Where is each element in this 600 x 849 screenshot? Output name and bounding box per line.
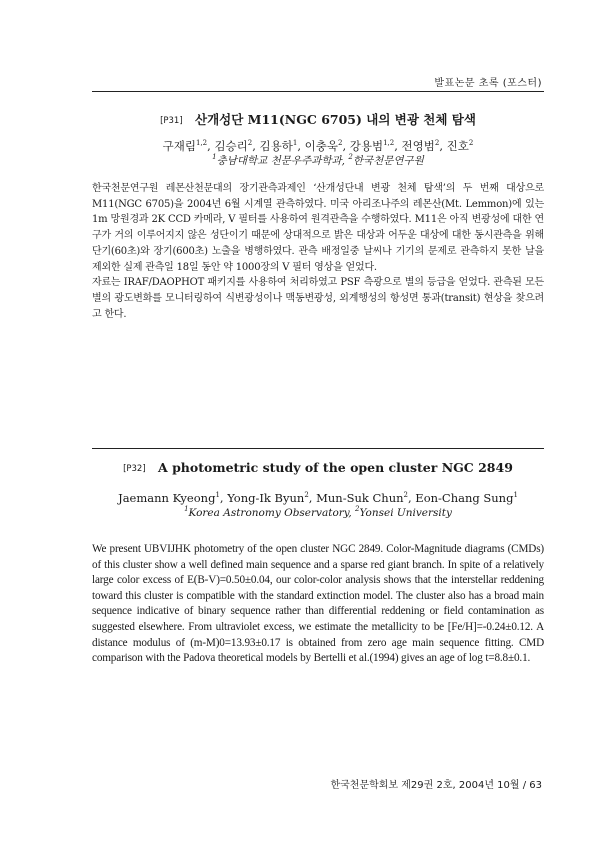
author: 구재림$^{1,2}$	[162, 139, 208, 153]
author: 김승리$^2$	[214, 139, 253, 153]
page-footer: 한국천문학회보 제29권 2호, 2004년 10월 / 63	[330, 780, 542, 791]
p32-authors: Jaemann Kyeong$^1$, Yong-Ik Byun$^2$, Mun-Suk Chun$^2$, Eon-Chang Sung$^1$	[118, 491, 518, 505]
p32-title: A photometric study of the open cluster NGC 2849	[158, 460, 513, 475]
p32-abstract	[92, 542, 544, 667]
p32-code: [P32]	[123, 464, 146, 474]
p31-abstract-paragraph-1: 한국천문연구원 레몬산천문대의 장기관측과제인 ‘산개성단내 변광 천체 탐색’의 두 번째 대상으로 M11(NGC 6705)을 2004년 6월 시계열 관측하였다. 미국 아리조나주의 레몬산(Mt. Lemmon)에 있는 1m 망원경과 2K CCD 카메라, V 필터를 사용하여 원격관측을 수행하였다. M11은 아직 변광성에 대한 연구가 거의 이루어지지 않은 성단이기 때문에 상대적으로 밝은 대상과 어두운 대상에 대한 동시관측을 위해 단기(60초)와 장기(600초) 노출을 병행하였다. 관측 배정일중 날씨나 기기의 문제로 관측하지 못한 날을 제외한 실제 관측일 18일 동안 약 1000장의 V 필터 영상을 얻었다.	[92, 183, 544, 273]
p32-abstract-paragraph: We present UBVIJHK photometry of the open cluster NGC 2849. Color-Magnitude diagrams (CMDs) of this cluster show a well defined main sequence and a sparse red giant branch. In spite of a relatively large color excess of E(B-V)=0.50±0.04, our color-color analysis shows that the interstellar reddening toward this cluster is compatible with the standard extinction model. The cluster also has a broad main sequence indicative of binary sequence rather than differential reddening or field contamination as suggested elsewhere. From ultraviolet excess, we estimate the metallicity to be [Fe/H]=-0.24±0.12. A distance modulus of (m-M)0=13.93±0.17 is obtained from zero age main sequence fitting. CMD comparison with the Padova theoretical models by Bertelli et al.(1994) gives an age of log t=8.8±0.1.	[92, 543, 544, 665]
author: 이충욱$^2$	[304, 139, 343, 153]
header-rule	[92, 91, 544, 92]
p32-affiliations: $^1$Korea Astronomy Observatory, $^2$Yonsei University	[184, 505, 452, 519]
p31-title: 산개성단 M11(NGC 6705) 내의 변광 천체 탐색	[195, 112, 476, 127]
author: 진호$^2$	[446, 139, 474, 153]
author: 김용하$^1$	[259, 139, 298, 153]
running-head: 발표논문 초록 (포스터)	[434, 78, 542, 89]
p31-abstract-paragraph-2: 자료는 IRAF/DAOPHOT 패키지를 사용하여 처리하였고 PSF 측광으로 별의 등급을 얻었다. 관측된 모든 별의 광도변화를 모니터링하여 식변광성이나 맥동변광성, 외계행성의 항성면 통과(transit) 현상을 찾으려고 한다.	[92, 277, 544, 320]
abstract-p31	[92, 110, 544, 322]
p31-abstract	[92, 181, 544, 322]
author: Jaemann Kyeong$^1$	[118, 491, 220, 505]
p31-authors: 구재림$^{1,2}$, 김승리$^2$, 김용하$^1$, 이충욱$^2$, 강용범$^{1,2}$, 전영범$^2$, 진호$^2$	[162, 139, 474, 153]
p31-title-row	[92, 110, 544, 128]
author: 강용범$^{1,2}$	[349, 139, 395, 153]
section-divider	[92, 448, 544, 449]
author: 전영범$^2$	[401, 139, 440, 153]
abstract-p32	[92, 460, 544, 667]
author: Yong-Ik Byun$^2$	[227, 491, 309, 505]
author: Mun-Suk Chun$^2$	[316, 491, 408, 505]
author: Eon-Chang Sung$^1$	[415, 491, 518, 505]
p31-affiliations: $^1$충남대학교 천문우주과학과, $^2$한국천문연구원	[212, 153, 424, 167]
p32-title-row	[92, 460, 544, 475]
p31-code: [P31]	[160, 116, 183, 126]
